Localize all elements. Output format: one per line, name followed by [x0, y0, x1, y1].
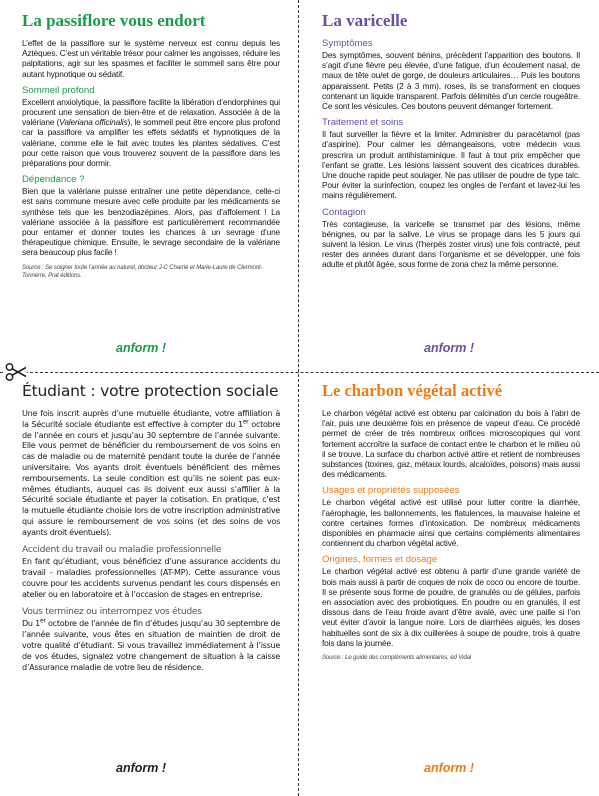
charbon-card — [322, 380, 580, 790]
brand-logo: anform ! — [424, 341, 474, 355]
section-text: Excellent anxiolytique, la passiflore facilite la libération d’endorphines qui procurent une sensation de bien-être et de relaxation. Associée à de la valériane (Valeriana officinalis), le sommeil peut être encore plus profond car la passiflore va amplifier les effets sédatifs et hypnotiques de la valériane, comme elle le fait avec toutes les plantes sédatives. C’est pour cette raison que vous trouverez souvent de la passiflore dans les préparations pour dormir. — [22, 96, 280, 169]
brand-logo: anform ! — [116, 761, 166, 775]
brand-logo: anform ! — [424, 761, 474, 775]
section-heading: Symptômes — [322, 38, 373, 49]
passiflore-card — [22, 10, 280, 360]
section-text: Bien que la valériane puisse entraîner une petite dépendance, celle-ci est sans commune mesure avec celle produite par les médicaments se synthèse tels que les benzodiazépines. Alors, pas d’affolement ! La valériane associée à la passiflore est particulièrement recommandée pour entamer et donner toutes les chances à un sevrage d’une thérapeutique chimique. Ensuite, le sevrage secondaire de la valériane sera beaucoup plus facile ! — [22, 186, 280, 258]
section-heading: Dépendance ? — [22, 174, 85, 186]
section-text: Le charbon végétal activé est utilisé pour lutter contre la diarrhée, l’aérophagie, les ballonnements, les flatulences, la mauvaise haleine et contre certaines formes d’intoxication. De nombreux médicaments disponibles en pharmacie ainsi que certains compléments alimentaires contiennent du charbon végétal activé. — [322, 497, 580, 549]
scissors-icon — [5, 362, 27, 382]
section-heading: Sommeil profond — [22, 84, 95, 96]
section-text: Du 1er octobre de l’année de fin d’études jusqu’au 30 septembre de l’année suivante, vous êtes en situation de maintien de droit de votre qualité d’étudiant. Si vous travaillez immédiatement à l’issue de vos études, signalez votre changement de situation à la caisse d’Assurance maladie de votre lieu de résidence. — [22, 617, 280, 672]
horizontal-cut-line — [0, 372, 599, 373]
section-text: Des symptômes, souvent bénins, précèdent l’apparition des boutons. Il s’agit d’une fièvre peu élevée, d’une fatigue, d’un écoulement nasal, de maux de tête ou/et de gorge, de douleurs articulaires… Puis les boutons apparaissent. Petits (2 à 3 mm), roses, ils se transforment en cloques contenant un liquide transparent. Parfois délimités d’un cercle rougeâtre. Ce sont les vésicules. Ces boutons peuvent démanger fortement. — [322, 50, 580, 112]
card-intro: Une fois inscrit auprès d’une mutuelle étudiante, votre affiliation à la Sécurité sociale étudiante est effective à compter du 1er octobre de l’année en cours et jusqu’au 30 septembre de l’année suivante. Elle vous permet de bénéficier du remboursement de vos soins en cas de maladie ou de maternité pendant toute la durée de l’année universitaire. Vos ayants droit éventuels bénéficient des mêmes remboursements. La seule condition est qu’ils ne soient pas eux-mêmes étudiants, auquel cas ils doivent eux aussi s’affilier à la Sécurité sociale étudiante et payer la cotisation. En pratique, c’est la mutuelle étudiante choisie lors de votre inscription administrative qui assure le remboursement de vos soins (et des soins de vos ayants droit éventuels). — [22, 408, 280, 537]
card-title: Étudiant : votre protection sociale — [22, 382, 279, 400]
varicelle-card — [322, 10, 580, 360]
section-heading: Traitement et soins — [322, 117, 404, 129]
section-heading: Contagion — [322, 206, 366, 218]
source-note: Source : Le guide des compléments alimentaires, éd Vidal — [322, 655, 472, 662]
source-note: Source : Se soigner toute l’année au naturel, docteur J-C Charrié et Marie-Laure de Clermont-Tonnerre, Prat éditions. — [22, 264, 263, 279]
card-title: La passiflore vous endort — [22, 11, 206, 30]
section-heading: Usages et propriétés supposées — [322, 485, 460, 497]
section-text: Le charbon végétal activé est obtenu à partir d’une grande variété de bois mais aussi à partir de coques de noix de coco ou encore de tourbe. Il se présente sous forme de poudre, de granulés ou de gélules, parfois en association avec des probiotiques. En poudre ou en granulés, il est dissous dans de l’eau froide avant d’être avalé, avec une paille si l’on veut éviter d’avoir la langue noire. Lors de diarrhées aiguës, les doses habituelles sont de six à dix cuillerées à soupe de poudre, trois à quatre fois dans la journée. — [322, 566, 580, 648]
card-title: Le charbon végétal activé — [322, 381, 503, 400]
brand-logo: anform ! — [116, 341, 166, 355]
section-text: En fant qu’étudiant, vous bénéficiez d’une assurance accidents du travail - maladies professionnelles (AT-MP). Cette assurance vous couvre pour les accidents survenus pendant les cours dispensés en atelier ou en laboratoire et à l’occasion de stages en entreprise. — [22, 556, 280, 599]
vertical-cut-line — [298, 0, 299, 796]
card-intro: L’effet de la passiflore sur le système nerveux est connu depuis les Aztèques. C’est un véritable trésor pour calmer les angoisses, réduire les palpitations, agir sur les spasmes et faciliter le sommeil sans être pour autant hypnotique ou sédatif. — [22, 38, 280, 79]
section-heading: Vous terminez ou interrompez vos études — [22, 605, 202, 617]
section-heading: Accident du travail ou maladie professionnelle — [22, 543, 222, 555]
section-text: Très contagieuse, la varicelle se transmet par des lésions, même bénignes, ou par la salive. Le virus se propage dans les 5 jours qui suivent la lésion. Le virus (l’herpès zoster virus) une fois contracté, peut rester des années durant dans l’organisme et se développer, une fois adulte et plutôt âgée, sous forme de zona chez la même personne. — [322, 218, 580, 270]
section-text: Il faut surveiller la fièvre et la limiter. Administrer du paracétamol (pas d’aspirine). Pour calmer les démangeaisons, votre médecin vous prescrira un produit antihistaminique. Il faut à tout prix empêcher que l’enfant se gratte. Les lésions laissent souvent des cicatrices durables. Une douche rapide peut soulager. Ne pas utiliser de poudre de type talc. Pour éviter la surinfection, coupez les ongles de l’enfant et lavez-lui les mains régulièrement. — [322, 129, 580, 201]
section-heading: Origines, formes et dosage — [322, 554, 438, 566]
card-title: La varicelle — [322, 11, 408, 30]
etudiant-card — [22, 380, 280, 790]
card-intro: Le charbon végétal activé est obtenu par calcination du bois à l’abri de l’air, puis une deuxième fois en présence de vapeur d’eau. Ce procédé permet de créer de très nombreux orifices microscopiques qui vont fortement accroître la surface de contact entre le charbon et le milieu où il se trouve. La surface du charbon activé attire et retient de nombreuses substances (toxines, gaz, métaux lourds, alcaloïdes, poisons) mais aussi des médicaments. — [322, 408, 580, 480]
